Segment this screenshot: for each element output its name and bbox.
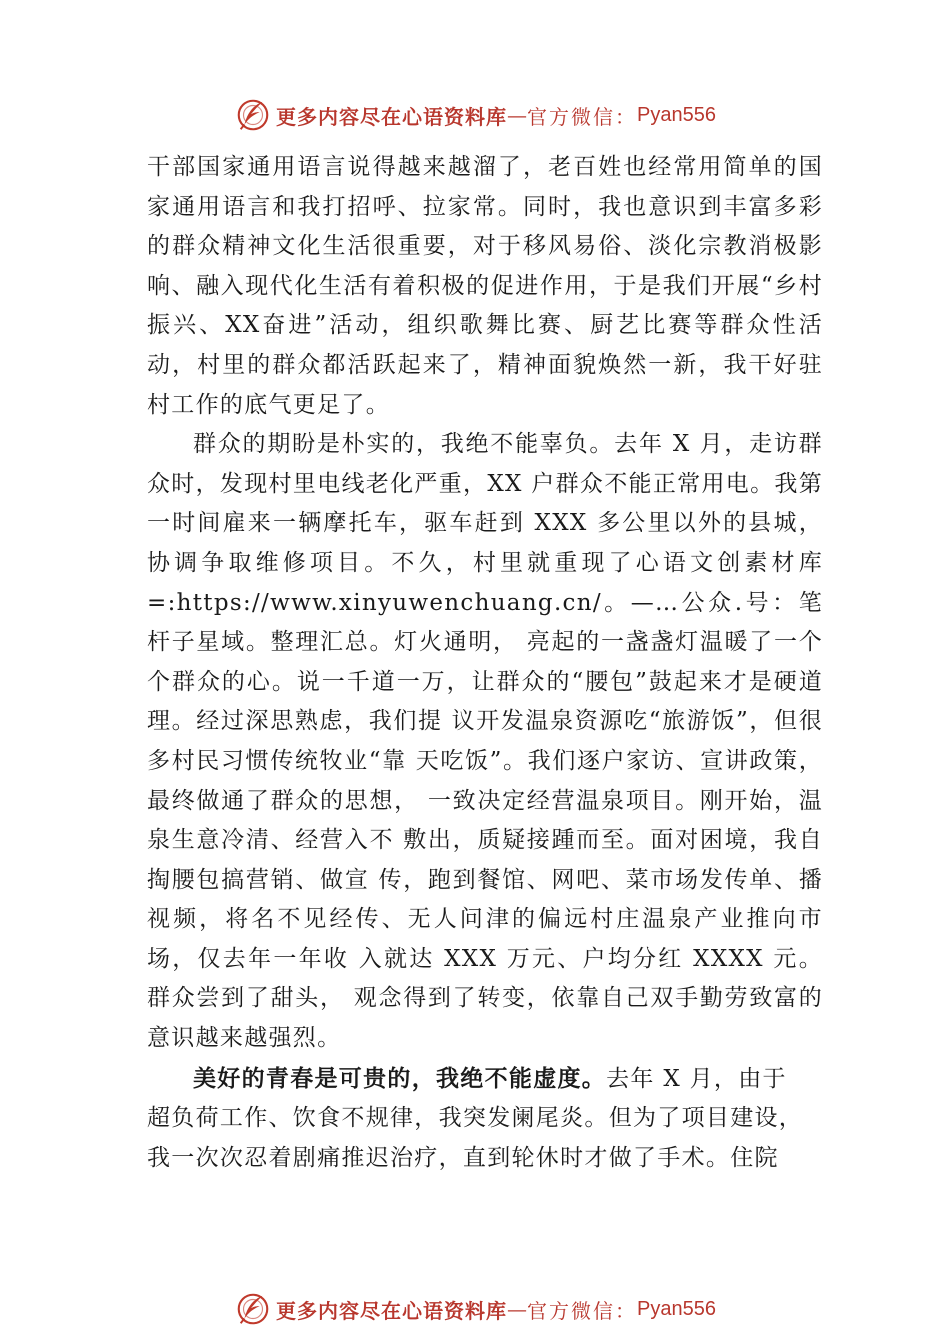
footer-wechat-label: 官方微信：: [527, 1298, 638, 1323]
paragraph-3: [147, 1059, 823, 1100]
banner-wechat-account: Pyan556: [637, 103, 716, 126]
banner-separator: —: [507, 103, 528, 127]
paragraph-2: 群众的期盼是朴实的，我绝不能辜负。去年 X 月，走访群众时，发现村里电线老化严重，XX 户群众不能正常用电。我第一时间雇来一辆摩托车，驱车赶到 XXX 多公里以外的县城，协调争取维修项目。不久，村里就重现了心语文创素材库=:https://www.xinyuwenchuang.cn/。—…公众.号：笔杆子星域。整理汇总。灯火通明， 亮起的一盏盏灯温暖了一个个群众的心。说一千道一万，让群众的“腰包”鼓起来才是硬道理。经过深思熟虑，我们提 议开发温泉资源吃“旅游饭”，但很多村民习惯传统牧业“靠 天吃饭”。我们逐户家访、宣讲政策，最终做通了群众的思想， 一致决定经营温泉项目。刚开始，温泉生意冷清、经营入不 敷出，质疑接踵而至。面对困境，我自掏腰包搞营销、做宣 传，跑到餐馆、网吧、菜市场发传单、播视频，将名不见经传、无人问津的偏远村庄温泉产业推向市场，仅去年一年收 入就达 XXX 万元、户均分红 XXXX 元。群众尝到了甜头， 观念得到了转变，依靠自己双手勤劳致富的意识越来越强烈。: [147, 431, 823, 1052]
footer-site-name: 更多内容尽在心语资料库: [276, 1298, 508, 1323]
footer-separator: —: [507, 1297, 528, 1321]
banner-site-name: 更多内容尽在心语资料库: [276, 104, 508, 129]
footer-wechat-account: Pyan556: [637, 1297, 716, 1320]
feather-pen-logo-icon: [234, 96, 272, 134]
footer-banner: [0, 1289, 950, 1329]
document-body: [147, 148, 823, 1178]
paragraph-1: 干部国家通用语言说得越来越溜了，老百姓也经常用简单的国家通用语言和我打招呼、拉家常。同时，我也意识到丰富多彩的群众精神文化生活很重要，对于移风易俗、淡化宗教消极影响、融入现代化生活有着积极的促进作用，于是我们开展“乡村振兴、XX奋进”活动，组织歌舞比赛、厨艺比赛等群众性活动，村里的群众都活跃起来了，精神面貌焕然一新，我干好驻村工作的底气更足了。: [147, 154, 823, 418]
paragraph-3-lead: 美好的青春是可贵的，我绝不能虚度。: [193, 1064, 607, 1092]
feather-pen-logo-icon: [234, 1290, 272, 1328]
header-banner: [0, 95, 950, 135]
banner-wechat-label: 官方微信：: [527, 104, 638, 129]
paragraph-3-line-1: 去年 X 月，由于: [606, 1065, 787, 1092]
paragraph-3-line-3: 我一次次忍着剧痛推迟治疗，直到轮休时才做了手术。住院: [147, 1144, 779, 1171]
paragraph-3-line-2: 超负荷工作、饮食不规律，我突发阑尾炎。但为了项目建设，: [147, 1105, 804, 1132]
